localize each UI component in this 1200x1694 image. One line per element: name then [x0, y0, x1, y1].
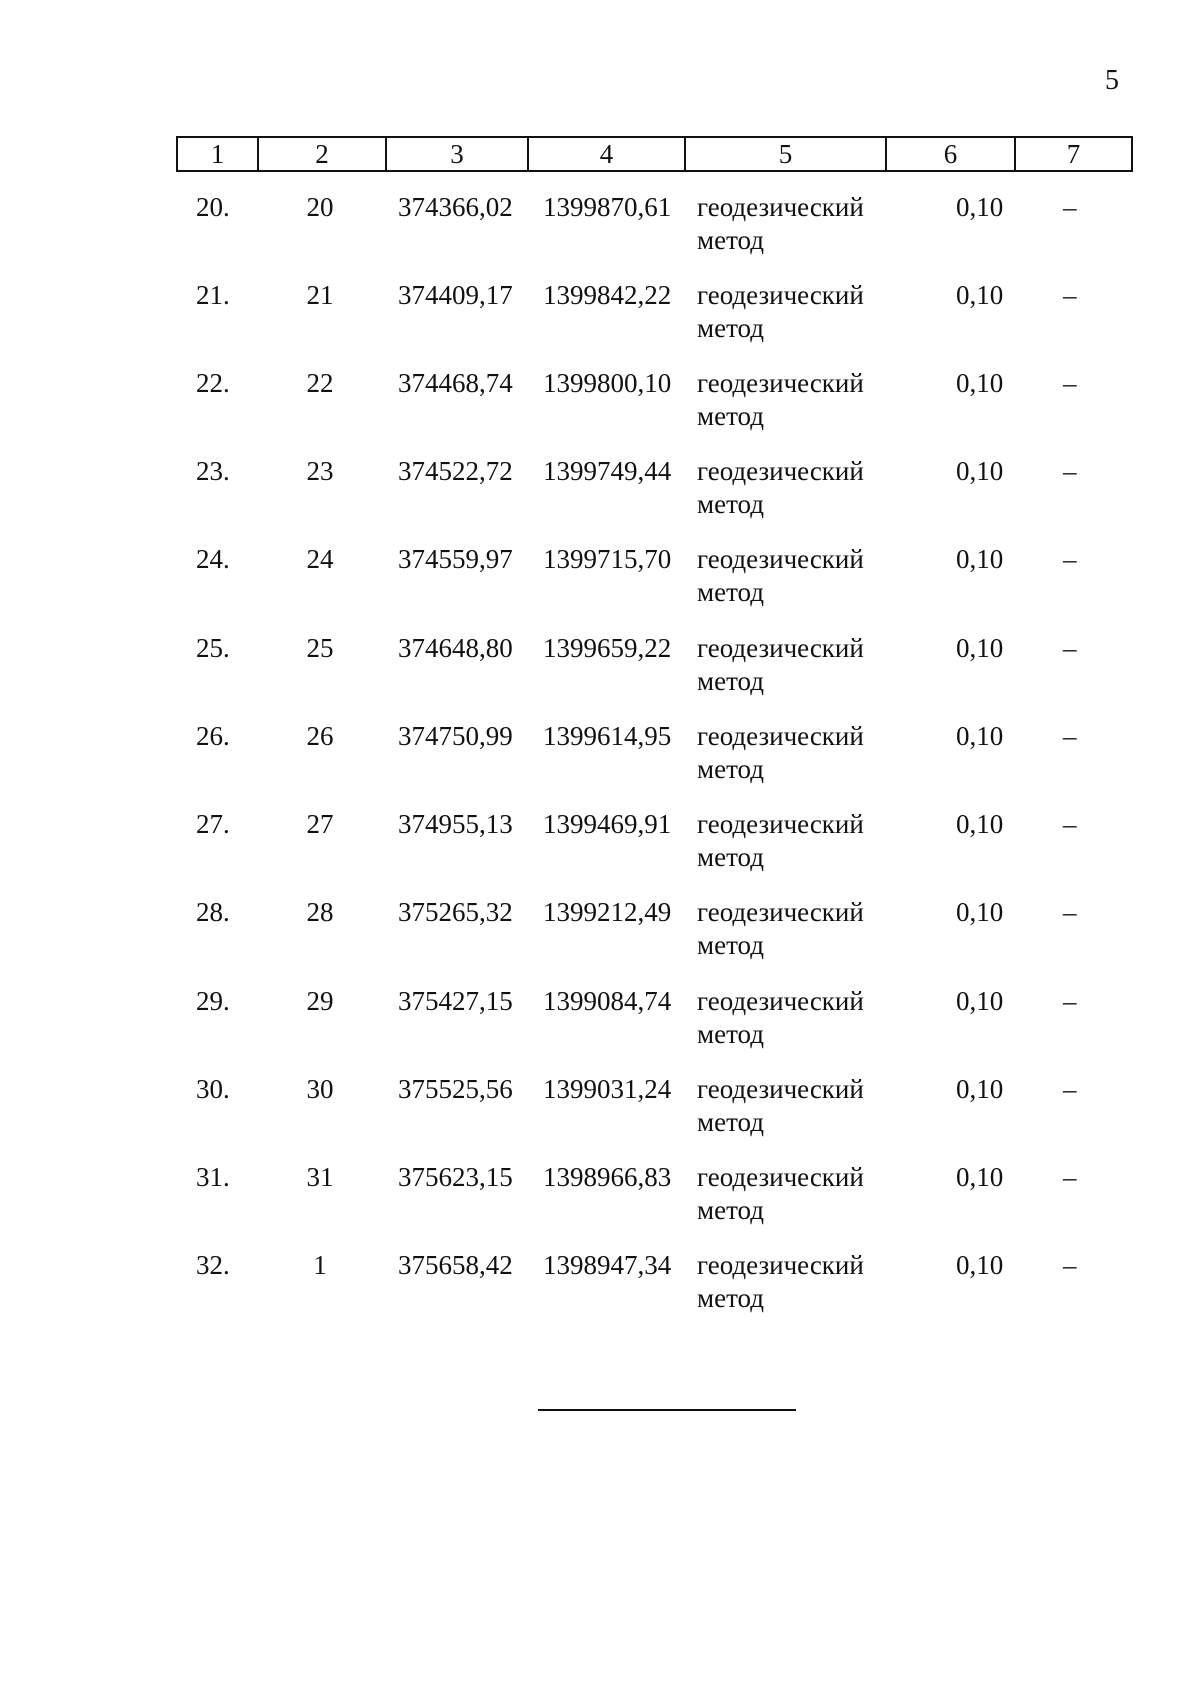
coord-y: 1399031,24 [543, 1074, 672, 1104]
row-number: 24. [196, 544, 230, 574]
note: – [1063, 544, 1077, 574]
coord-x: 374648,80 [398, 633, 513, 663]
coord-y: 1399842,22 [543, 280, 672, 310]
row-number: 26. [196, 721, 230, 751]
method [697, 367, 864, 433]
coord-y: 1399614,95 [543, 721, 672, 751]
point-number: 22 [306, 368, 334, 398]
method-line: геодезический [697, 1162, 864, 1192]
method [697, 1161, 864, 1227]
method [697, 808, 864, 874]
accuracy: 0,10 [956, 456, 1004, 486]
method [697, 632, 864, 698]
method-line: метод [697, 666, 764, 696]
method-line: геодезический [697, 456, 864, 486]
method-line: метод [697, 401, 764, 431]
method-line: метод [697, 577, 764, 607]
method-line: геодезический [697, 721, 864, 751]
table-row [0, 632, 1200, 712]
method-line: метод [697, 754, 764, 784]
column-header: 6 [886, 137, 1015, 171]
row-number: 20. [196, 192, 230, 222]
coord-x: 375623,15 [398, 1162, 513, 1192]
table-row [0, 808, 1200, 888]
row-number: 31. [196, 1162, 230, 1192]
end-divider [538, 1409, 796, 1411]
method [697, 896, 864, 962]
point-number: 26 [306, 721, 334, 751]
note: – [1063, 633, 1077, 663]
header-row [177, 137, 1132, 171]
coord-x: 374750,99 [398, 721, 513, 751]
row-number: 23. [196, 456, 230, 486]
method [697, 455, 864, 521]
accuracy: 0,10 [956, 192, 1004, 222]
method-line: метод [697, 225, 764, 255]
method-line: геодезический [697, 1074, 864, 1104]
method-line: геодезический [697, 633, 864, 663]
method-line: геодезический [697, 544, 864, 574]
method [697, 543, 864, 609]
accuracy: 0,10 [956, 897, 1004, 927]
accuracy: 0,10 [956, 809, 1004, 839]
coord-x: 375658,42 [398, 1250, 513, 1280]
method [697, 1249, 864, 1315]
table-row [0, 896, 1200, 976]
point-number: 21 [306, 280, 334, 310]
coord-x: 374366,02 [398, 192, 513, 222]
coord-y: 1398947,34 [543, 1250, 672, 1280]
table-row [0, 279, 1200, 359]
method-line: геодезический [697, 280, 864, 310]
note: – [1063, 897, 1077, 927]
coord-x: 375525,56 [398, 1074, 513, 1104]
page-number: 5 [1105, 65, 1119, 96]
accuracy: 0,10 [956, 368, 1004, 398]
method-line: метод [697, 489, 764, 519]
table-row [0, 191, 1200, 271]
table-row [0, 455, 1200, 535]
method-line: геодезический [697, 1250, 864, 1280]
point-number: 23 [306, 456, 334, 486]
coord-y: 1399870,61 [543, 192, 672, 222]
coord-x: 374559,97 [398, 544, 513, 574]
point-number: 31 [306, 1162, 334, 1192]
coord-y: 1399749,44 [543, 456, 672, 486]
method-line: геодезический [697, 368, 864, 398]
note: – [1063, 280, 1077, 310]
row-number: 21. [196, 280, 230, 310]
coord-x: 375427,15 [398, 986, 513, 1016]
note: – [1063, 1162, 1077, 1192]
point-number: 27 [306, 809, 334, 839]
point-number: 30 [306, 1074, 334, 1104]
method-line: геодезический [697, 809, 864, 839]
accuracy: 0,10 [956, 986, 1004, 1016]
accuracy: 0,10 [956, 1074, 1004, 1104]
accuracy: 0,10 [956, 544, 1004, 574]
note: – [1063, 1074, 1077, 1104]
note: – [1063, 368, 1077, 398]
note: – [1063, 809, 1077, 839]
point-number: 29 [306, 986, 334, 1016]
coord-x: 374409,17 [398, 280, 513, 310]
row-number: 28. [196, 897, 230, 927]
method-line: геодезический [697, 897, 864, 927]
table-row [0, 1073, 1200, 1153]
method [697, 1073, 864, 1139]
accuracy: 0,10 [956, 721, 1004, 751]
column-header: 7 [1015, 137, 1132, 171]
note: – [1063, 456, 1077, 486]
row-number: 22. [196, 368, 230, 398]
method [697, 191, 864, 257]
point-number: 1 [313, 1250, 327, 1280]
coord-y: 1399212,49 [543, 897, 672, 927]
coord-x: 374955,13 [398, 809, 513, 839]
coord-y: 1399659,22 [543, 633, 672, 663]
column-header: 3 [386, 137, 528, 171]
table-row [0, 543, 1200, 623]
coord-y: 1399084,74 [543, 986, 672, 1016]
method-line: метод [697, 930, 764, 960]
note: – [1063, 192, 1077, 222]
table-row [0, 1249, 1200, 1329]
method-line: метод [697, 842, 764, 872]
table-row [0, 367, 1200, 447]
accuracy: 0,10 [956, 1250, 1004, 1280]
coord-x: 374522,72 [398, 456, 513, 486]
method [697, 720, 864, 786]
method-line: геодезический [697, 192, 864, 222]
row-number: 27. [196, 809, 230, 839]
note: – [1063, 1250, 1077, 1280]
accuracy: 0,10 [956, 633, 1004, 663]
coord-x: 374468,74 [398, 368, 513, 398]
row-number: 32. [196, 1250, 230, 1280]
method-line: метод [697, 1107, 764, 1137]
method-line: метод [697, 1019, 764, 1049]
method [697, 985, 864, 1051]
accuracy: 0,10 [956, 280, 1004, 310]
accuracy: 0,10 [956, 1162, 1004, 1192]
point-number: 28 [306, 897, 334, 927]
method-line: геодезический [697, 986, 864, 1016]
method-line: метод [697, 1283, 764, 1313]
column-header: 4 [528, 137, 685, 171]
table-row [0, 1161, 1200, 1241]
row-number: 29. [196, 986, 230, 1016]
coord-x: 375265,32 [398, 897, 513, 927]
method [697, 279, 864, 345]
coord-y: 1399715,70 [543, 544, 672, 574]
note: – [1063, 721, 1077, 751]
coord-y: 1399469,91 [543, 809, 672, 839]
method-line: метод [697, 1195, 764, 1225]
point-number: 24 [306, 544, 334, 574]
table-row [0, 985, 1200, 1065]
column-header: 2 [258, 137, 386, 171]
coord-y: 1398966,83 [543, 1162, 672, 1192]
coord-y: 1399800,10 [543, 368, 672, 398]
table-row [0, 720, 1200, 800]
row-number: 30. [196, 1074, 230, 1104]
column-header: 1 [177, 137, 258, 171]
row-number: 25. [196, 633, 230, 663]
note: – [1063, 986, 1077, 1016]
column-header: 5 [685, 137, 886, 171]
point-number: 25 [306, 633, 334, 663]
method-line: метод [697, 313, 764, 343]
table-header [176, 136, 1133, 172]
point-number: 20 [306, 192, 334, 222]
